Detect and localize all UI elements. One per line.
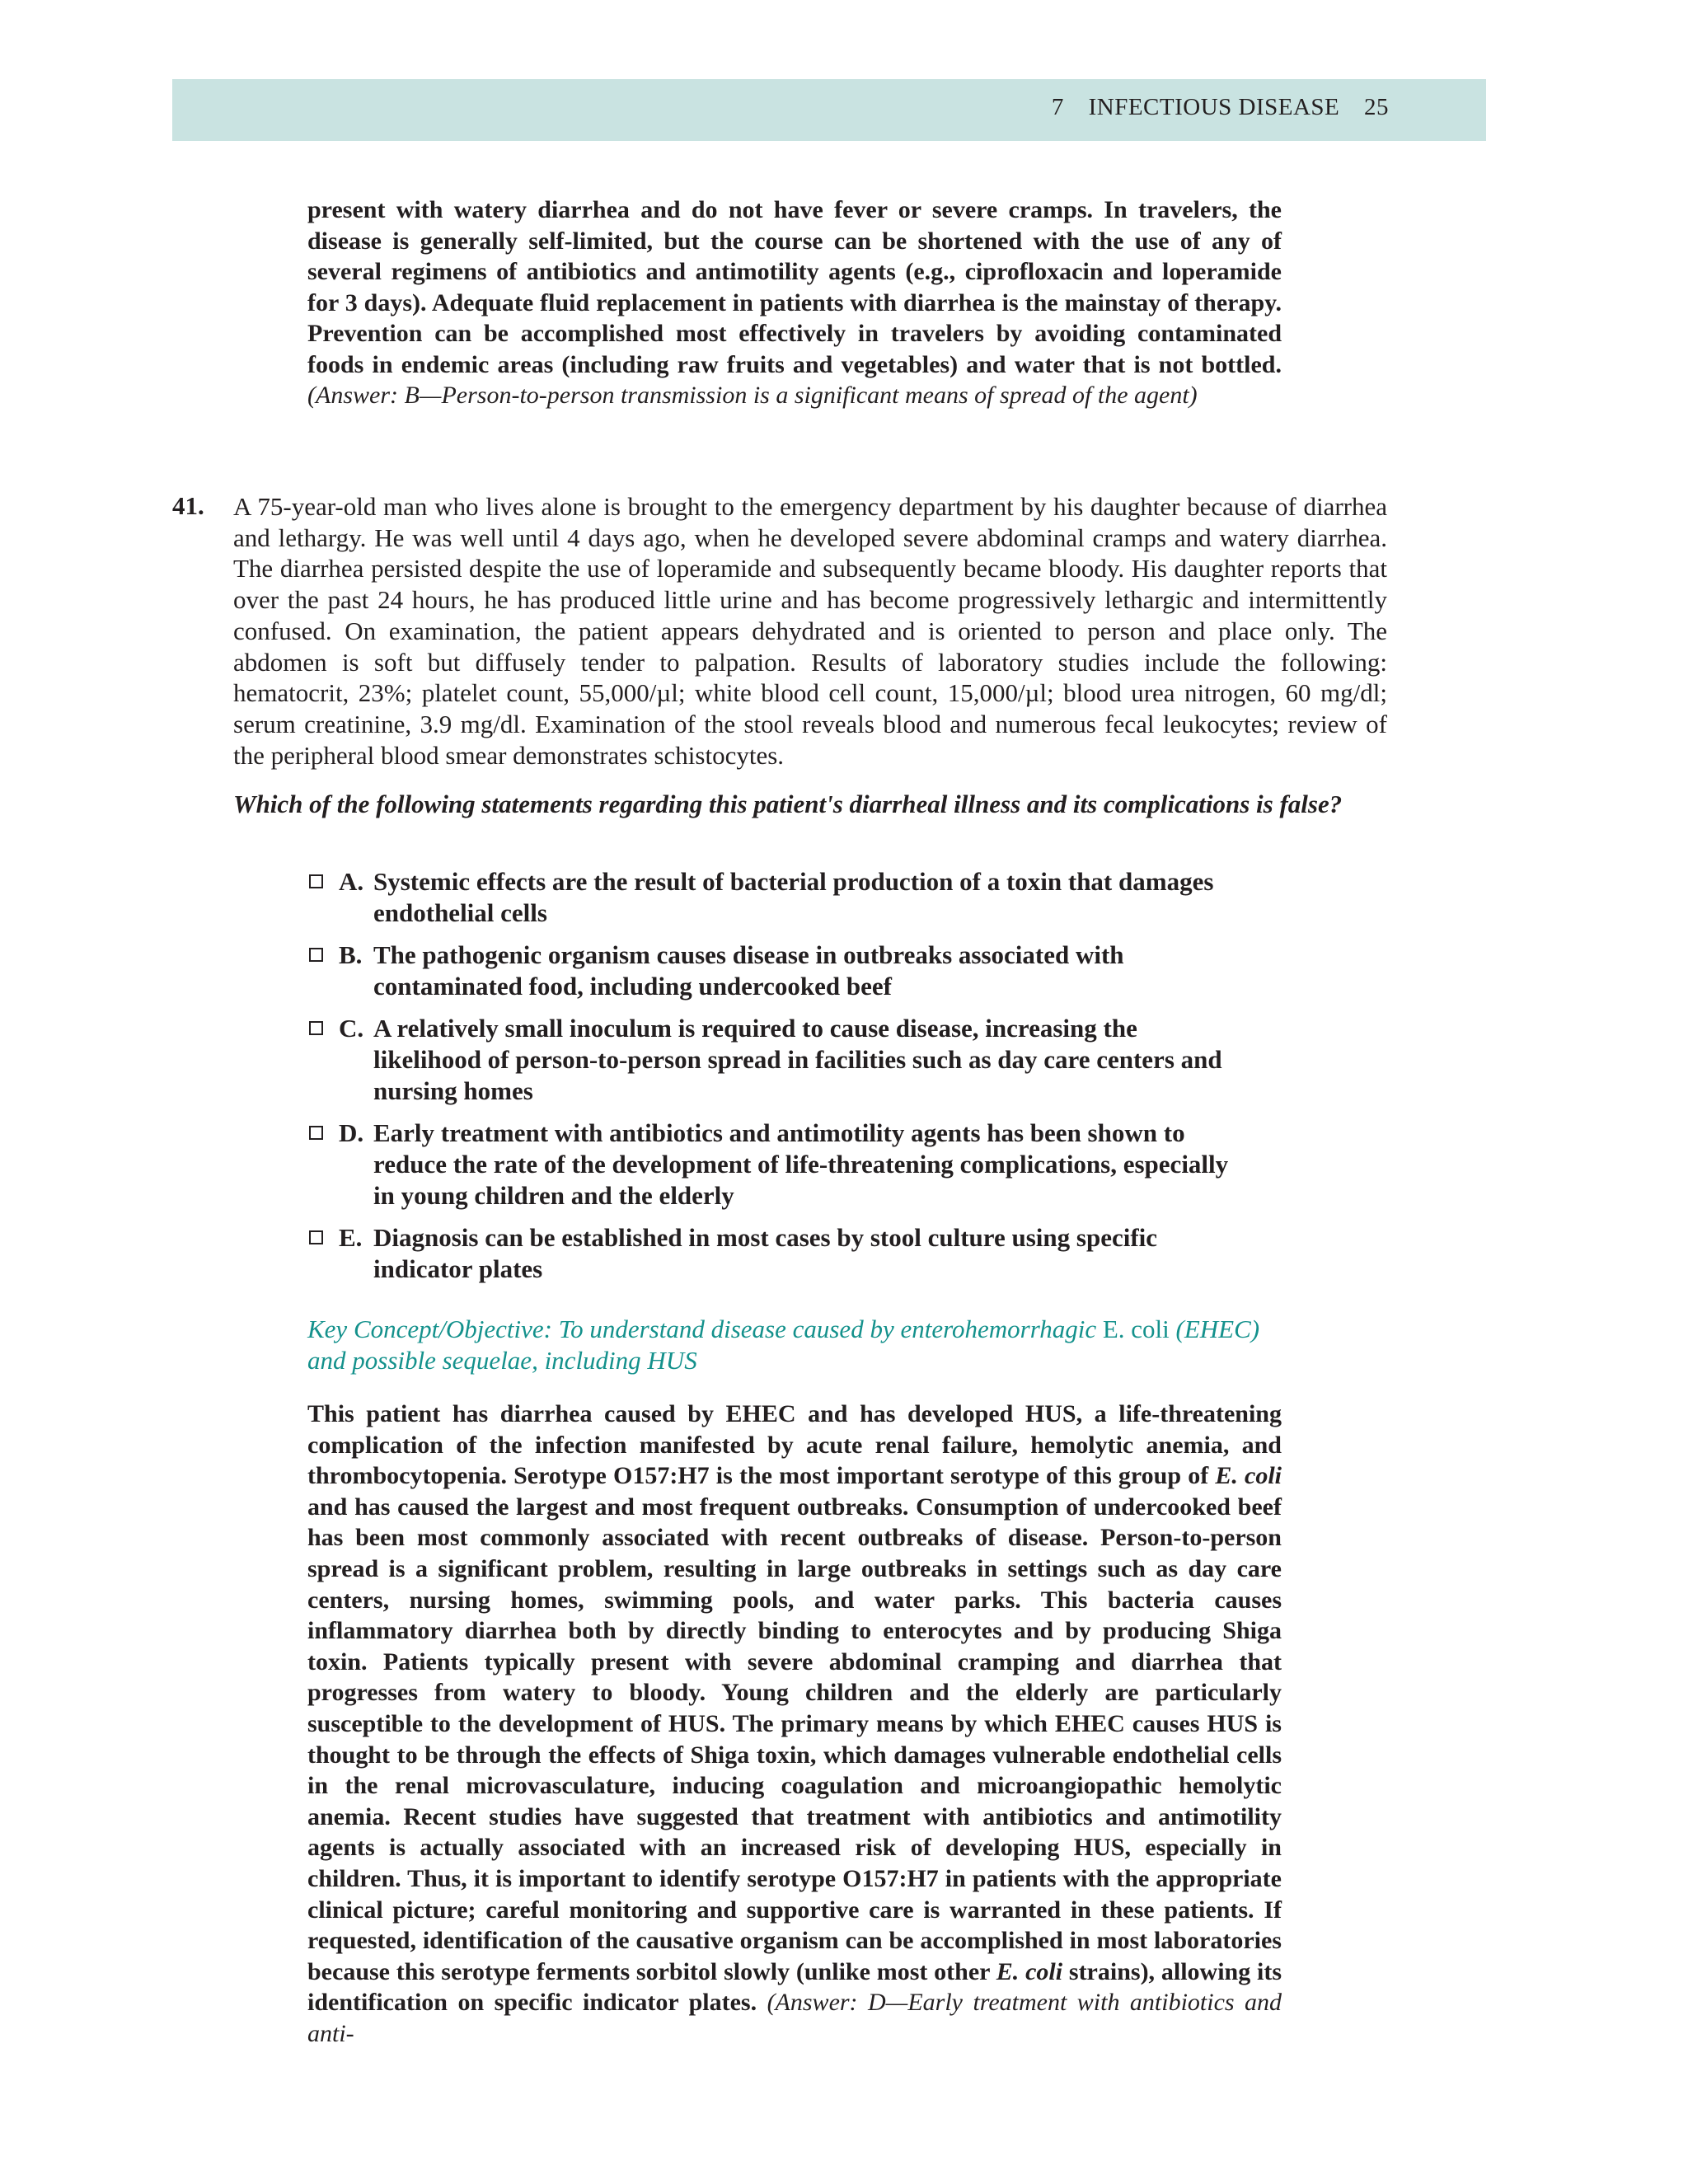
- option-e[interactable]: [307, 1222, 1247, 1285]
- key-concept-text-end: (EHEC) and possible sequelae, including HUS: [307, 1315, 1260, 1375]
- option-text: The pathogenic organism causes disease in outbreaks associated with contaminated food, including undercooked beef: [373, 940, 1124, 1001]
- chapter-number: 7: [1051, 94, 1064, 120]
- checkbox-icon[interactable]: [309, 1230, 323, 1244]
- option-letter: C.: [339, 1014, 364, 1043]
- chapter-title: INFECTIOUS DISEASE: [1088, 94, 1340, 120]
- option-d[interactable]: [307, 1118, 1247, 1212]
- checkbox-icon[interactable]: [309, 874, 323, 888]
- answer-note: (Answer: D—Early treatment with antibiotics and anti-: [307, 1989, 1282, 2047]
- explanation-text: strains), allowing its identification on specific indicator plates.: [307, 1957, 1282, 2017]
- key-concept: [307, 1314, 1288, 1376]
- checkbox-icon[interactable]: [309, 1126, 323, 1140]
- option-text: Early treatment with antibiotics and antimotility agents has been shown to reduce the rate of the development of life-threatening complications, especially in young children and the elderly: [373, 1118, 1229, 1210]
- option-text: A relatively small inoculum is required to cause disease, increasing the likelihood of person-to-person spread in facilities such as day care centers and nursing homes: [373, 1014, 1222, 1105]
- previous-answer-note: (Answer: B—Person-to-person transmission is a significant means of spread of the agent): [307, 382, 1198, 409]
- previous-answer-text: present with watery diarrhea and do not have fever or severe cramps. In travelers, the disease is generally self-limited, but the course can be shortened with the use of any of several regimens of antibiotics and antimotility agents (e.g., ciprofloxacin and loperamide for 3 days). Adequate fluid replacement in patients with diarrhea is the mainstay of therapy. Prevention can be accomplished most effectively in travelers by avoiding contaminated foods in endemic areas (including raw fruits and vegetables) and water that is not bottled.: [307, 196, 1282, 378]
- checkbox-icon[interactable]: [309, 1021, 323, 1035]
- header-text: [1034, 94, 1389, 121]
- answer-options: [307, 866, 1247, 1296]
- option-letter: E.: [339, 1223, 363, 1252]
- checkbox-icon[interactable]: [309, 948, 323, 962]
- option-b[interactable]: [307, 940, 1247, 1002]
- key-concept-organism: E. coli: [1102, 1315, 1170, 1343]
- option-text: Diagnosis can be established in most cases by stool culture using specific indicator plates: [373, 1223, 1158, 1283]
- option-c[interactable]: [307, 1013, 1247, 1107]
- explanation-text: and has caused the largest and most frequent outbreaks. Consumption of undercooked beef has been most commonly associated with recent outbreaks of disease. Person-to-person spread is a significant problem, resulting in large outbreaks in settings such as day care centers, nursing homes, swimming pools, and water parks. This bacteria causes inflammatory diarrhea both by directly binding to enterocytes and by producing Shiga toxin. Patients typically present with severe abdominal cramping and diarrhea that progresses from watery to bloody. Young children and the elderly are particularly susceptible to the development of HUS. The primary means by which EHEC causes HUS is thought to be through the effects of Shiga toxin, which damages vulnerable endothelial cells in the renal microvasculature, inducing coagulation and microangiopathic hemolytic anemia. Recent studies have suggested that treatment with antibiotics and antimotility agents is actually associated with an increased risk of developing HUS, especially in children. Thus, it is important to identify serotype O157:H7 in patients with the appropriate clinical picture; careful monitoring and supportive care is warranted in these patients. If requested, identification of the causative organism can be accomplished in most laboratories because this serotype ferments sorbitol slowly (unlike most other: [307, 1493, 1282, 1985]
- option-a[interactable]: [307, 866, 1247, 929]
- question-stem: A 75-year-old man who lives alone is brought to the emergency department by his daughter because of diarrhea and lethargy. He was well until 4 days ago, when he developed severe abdominal cramps and watery diarrhea. The diarrhea persisted despite the use of loperamide and subsequently became bloody. His daughter reports that over the past 24 hours, he has produced little urine and has become progressively lethargic and intermittently confused. On examination, the patient appears dehydrated and is oriented to person and place only. The abdomen is soft but diffusely tender to palpation. Results of laboratory studies include the following: hematocrit, 23%; platelet count, 55,000/µl; white blood cell count, 15,000/µl; blood urea nitrogen, 60 mg/dl; serum creatinine, 3.9 mg/dl. Examination of the stool reveals blood and numerous fecal leukocytes; review of the peripheral blood smear demonstrates schistocytes.: [233, 492, 1387, 770]
- option-text: Systemic effects are the result of bacterial production of a toxin that damages endothelial cells: [373, 867, 1214, 927]
- running-header: [172, 79, 1486, 141]
- question-prompt: Which of the following statements regarding this patient's diarrheal illness and its complications is false?: [233, 790, 1343, 818]
- organism-name: E. coli: [1215, 1462, 1282, 1490]
- organism-name: E. coli: [996, 1957, 1063, 1985]
- option-letter: A.: [339, 867, 364, 896]
- question-number: 41.: [172, 491, 204, 520]
- explanation-text: This patient has diarrhea caused by EHEC and has developed HUS, a life-threatening complication of the infection manifested by acute renal failure, hemolytic anemia, and thrombocytopenia. Serotype O157:H7 is the most important serotype of this group of: [307, 1400, 1282, 1490]
- previous-answer-continuation: [307, 194, 1282, 411]
- key-concept-text: Key Concept/Objective: To understand disease caused by enterohemorrhagic: [307, 1315, 1097, 1343]
- option-letter: D.: [339, 1118, 364, 1147]
- page-number: 25: [1364, 94, 1389, 120]
- option-letter: B.: [339, 940, 363, 969]
- explanation: [307, 1399, 1282, 2049]
